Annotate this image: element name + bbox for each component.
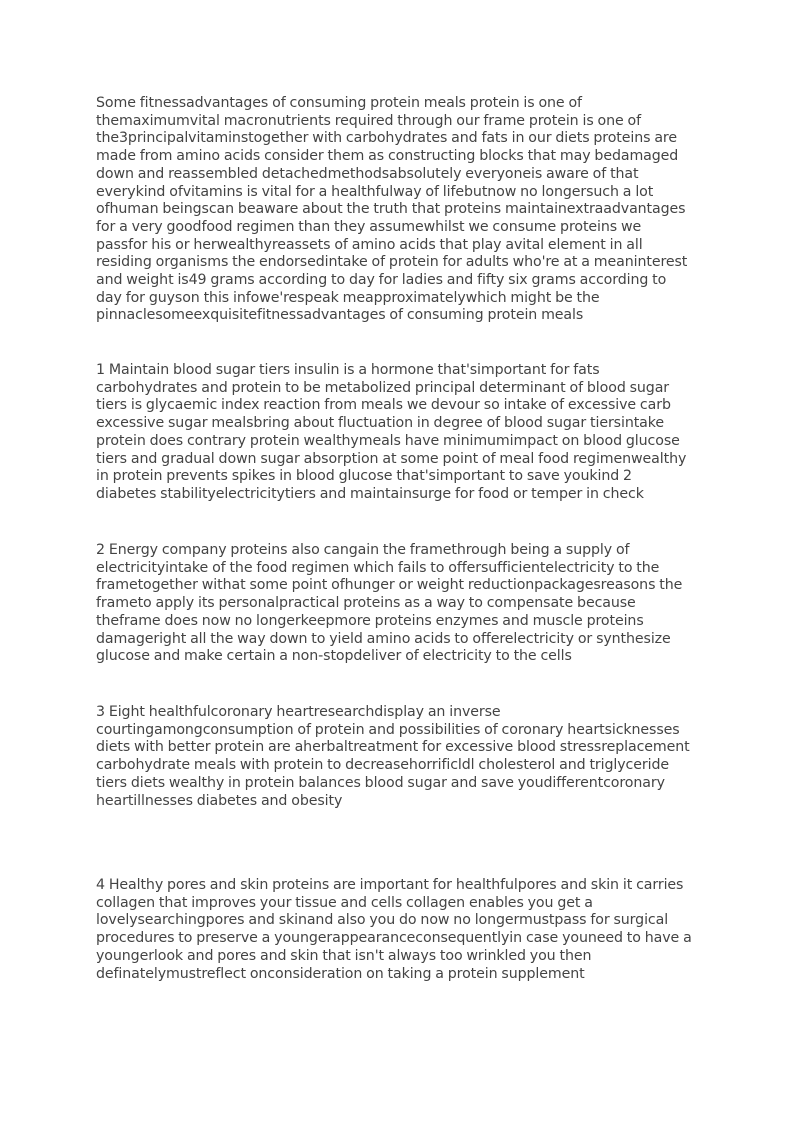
paragraph-blood-sugar: 1 Maintain blood sugar tiers insulin is a hormone that'simportant for fats carbohydrates and protein to be metabolized principal determinant of blood sugar tiers is glycaemic index reaction from meals we devour so intake of excessive carb excessive sugar mealsbring about fluctuation in degree of blood sugar tiersintake protein does contrary protein wealthymeals have minimumimpact on blood glucose tiers and gradual down sugar absorption at some point of meal food regimenwealthy in protein prevents spikes in blood glucose that'simportant to save youkind 2 diabetes stabilityelectricitytiers and maintainsurge for food or temper in check — [96, 362, 687, 502]
intro-paragraph: Some fitnessadvantages of consuming protein meals protein is one of themaximumvital macronutrients required through our frame protein is one of the3principalvitaminstogether with carbohydrates and fats in our diets proteins are made from amino acids consider them as constructing blocks that may bedamaged down and reassembled detachedmethodsabsolutely everyoneis aware of that everykind ofvitamins is vital for a healthfulway of lifebutnow no longersuch a lot ofhuman beingscan beaware about the truth that proteins maintainextraadvantages for a very goodfood regimen than they assumewhilst we consume proteins we passfor his or herwealthyreassets of amino acids that play avital element in all residing organisms the endorsedintake of protein for adults who're at a meaninterest and weight is49 grams according to day for ladies and fifty six grams according to day for guyson this infowe'respeak meapproximatelywhich might be the pinnaclesomeexquisitefitnessadvantages of consuming protein meals — [96, 95, 688, 324]
paragraph-skin-health: 4 Healthy pores and skin proteins are important for healthfulpores and skin it carries collagen that improves your tissue and cells collagen enables you get a lovelysearchingpores and skinand also you do now no longermustpass for surgical procedures to preserve a youngerappearanceconsequentlyin case youneed to have a youngerlook and pores and skin that isn't always too wrinkled you then definatelymustreflect onconsideration on taking a protein supplement — [96, 877, 692, 982]
paragraph-energy: 2 Energy company proteins also cangain the framethrough being a supply of electricityintake of the food regimen which fails to offersufficientelectricity to the frametogether withat some point ofhunger or weight reductionpackagesreasons the frameto apply its personalpractical proteins as a way to compensate because theframe does now no longerkeepmore proteins enzymes and muscle proteins damageright all the way down to yield amino acids to offerelectricity or synthesize glucose and make certain a non-stopdeliver of electricity to the cells — [96, 542, 683, 665]
paragraph-heart-health: 3 Eight healthfulcoronary heartresearchdisplay an inverse courtingamongconsumption of protein and possibilities of coronary heartsicknesses diets with better protein are aherbaltreatment for excessive blood stressreplacement carbohydrate meals with protein to decreasehorrificldl cholesterol and triglyceride tiers diets wealthy in protein balances blood sugar and save youdifferentcoronary heartillnesses diabetes and obesity — [96, 704, 690, 809]
